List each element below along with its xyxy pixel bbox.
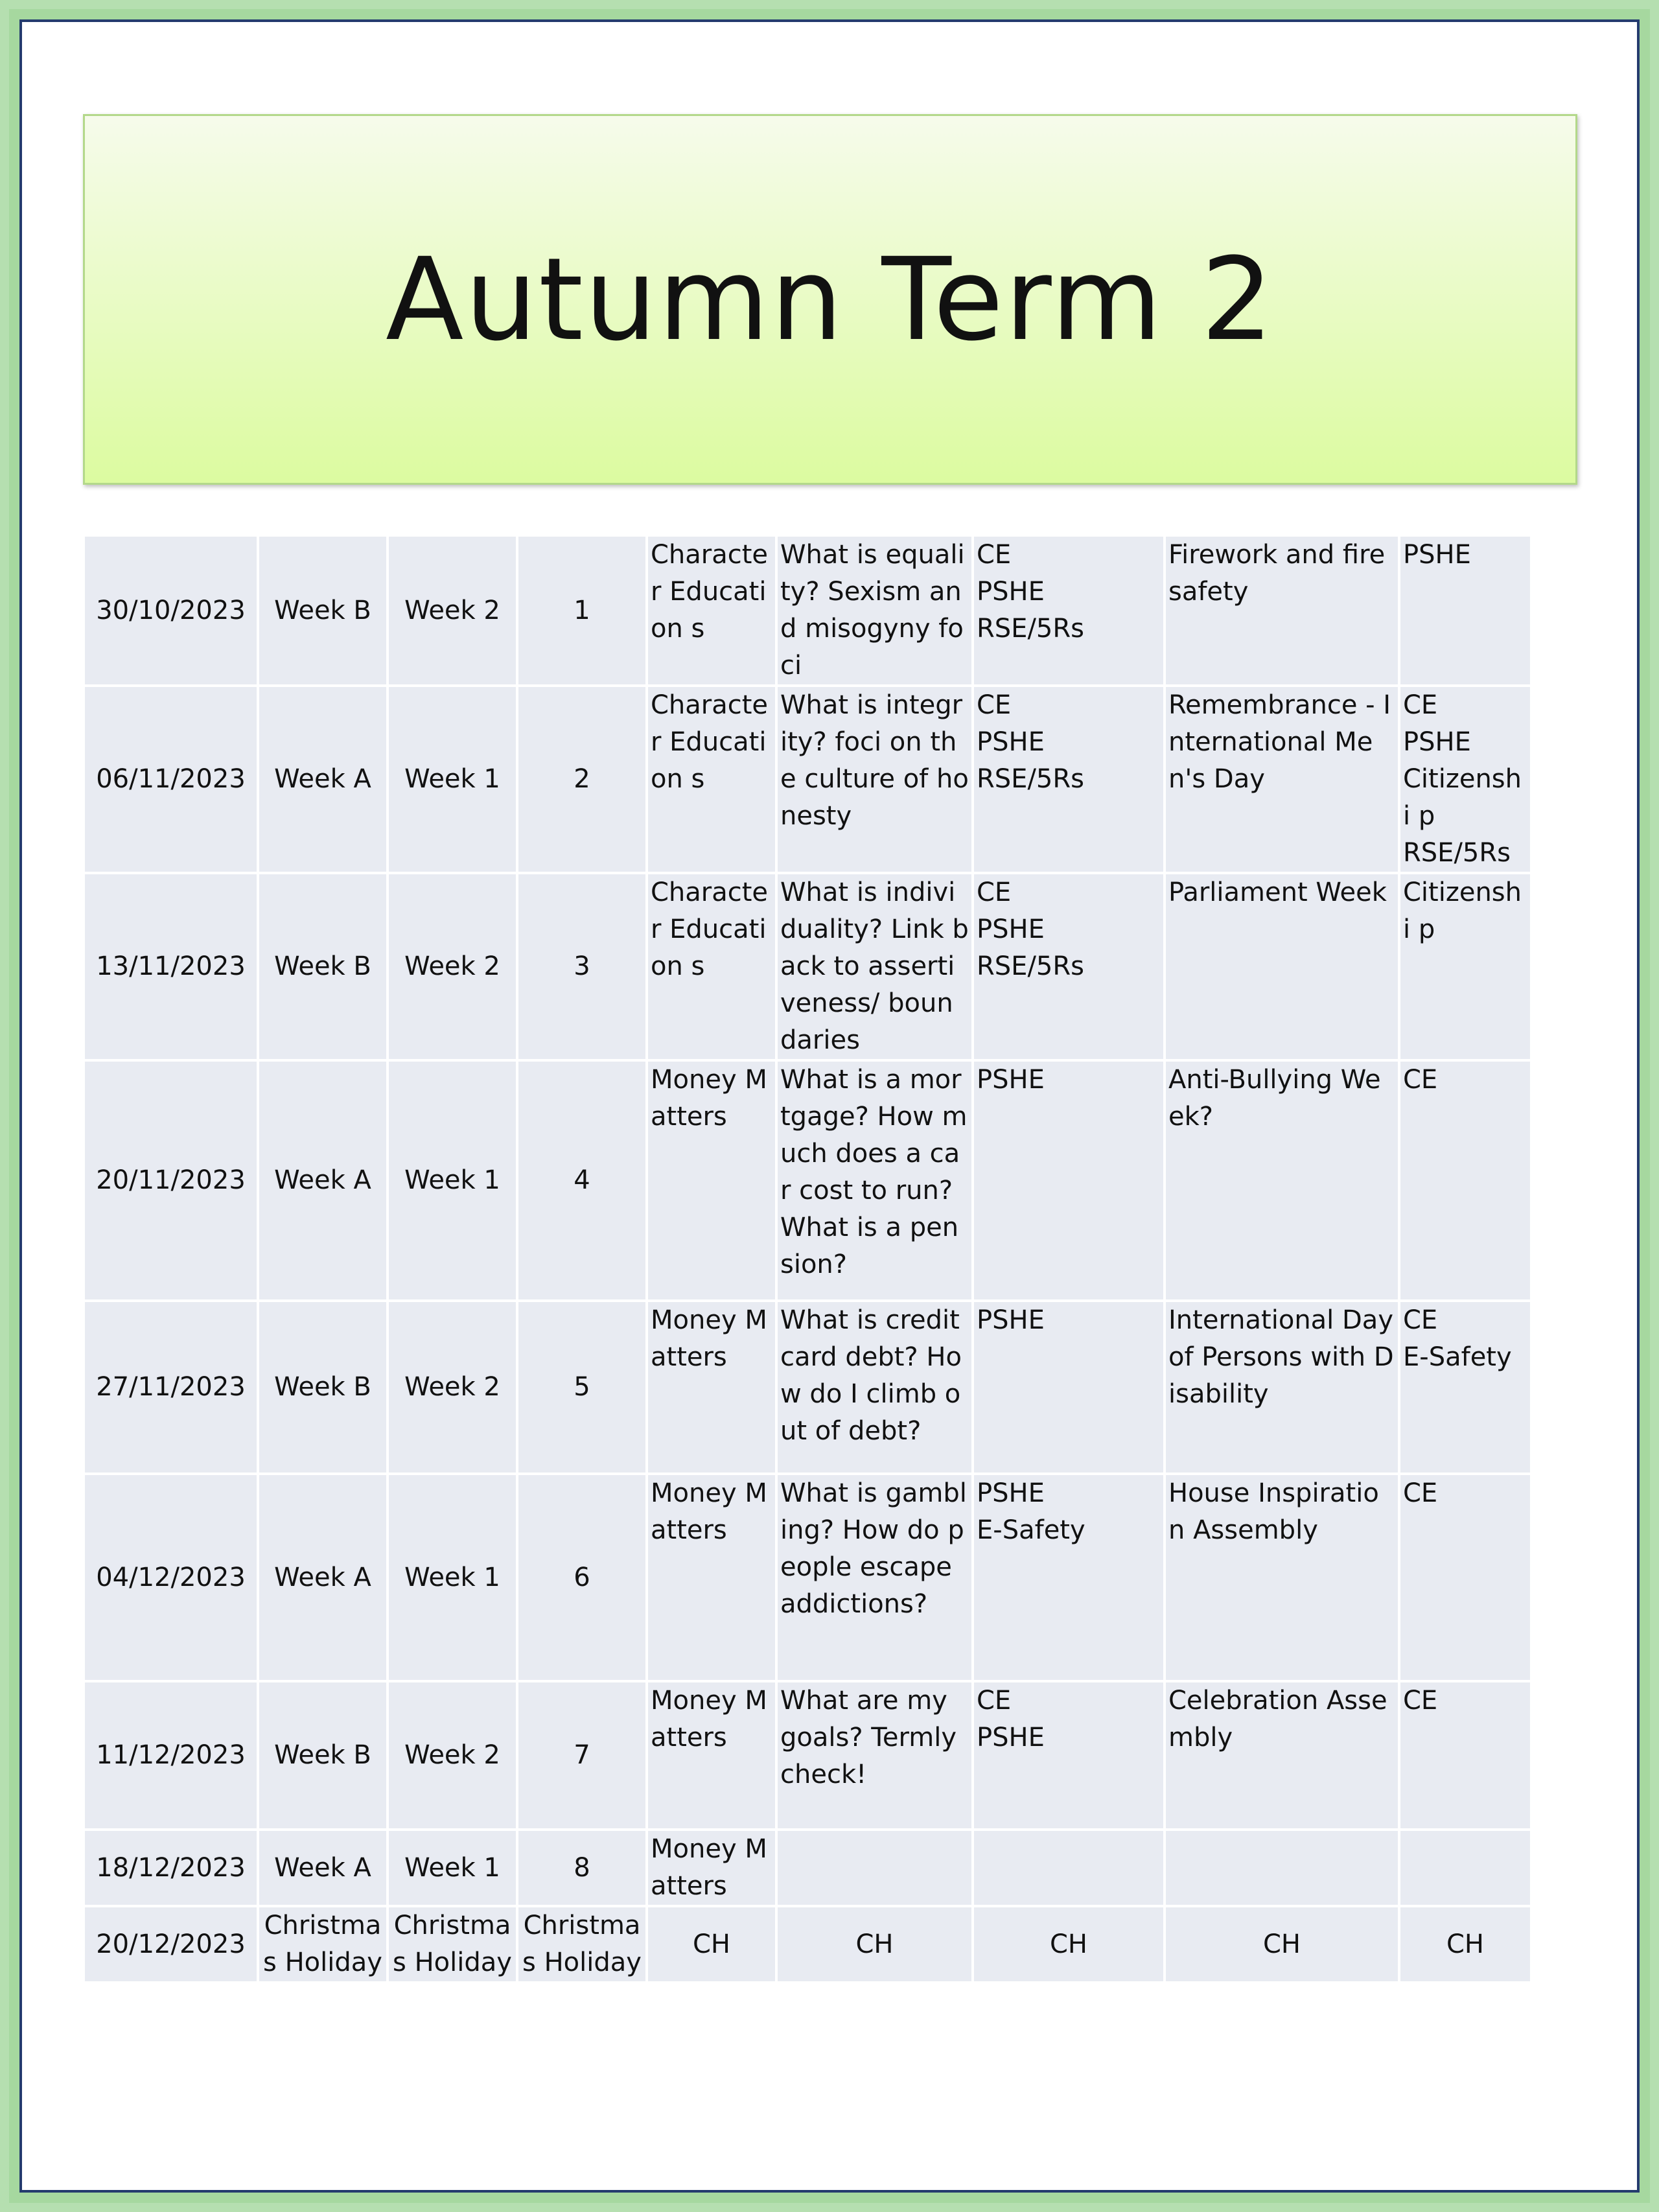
- question-cell: What is gambling? How do people escape addictions?: [776, 1474, 973, 1681]
- page-title: Autumn Term 2: [386, 233, 1275, 366]
- table-row: [84, 1474, 1531, 1681]
- week-ab-cell: Week A: [258, 1474, 388, 1681]
- question-cell: [776, 1830, 973, 1906]
- question-cell: CH: [776, 1906, 973, 1983]
- event-links-cell: CE: [1399, 1474, 1531, 1681]
- table-row: [84, 1906, 1531, 1983]
- unit-cell: Character Education s: [647, 535, 776, 686]
- lesson-number-cell: 6: [517, 1474, 647, 1681]
- event-cell: House Inspiration Assembly: [1165, 1474, 1399, 1681]
- week-number-cell: Week 2: [388, 1681, 517, 1830]
- week-ab-cell: Week B: [258, 1681, 388, 1830]
- curriculum-links-cell: PSHE: [973, 1301, 1165, 1474]
- week-number-cell: Week 1: [388, 1060, 517, 1301]
- lesson-number-cell: Christmas Holiday: [517, 1906, 647, 1983]
- unit-cell: Money Matters: [647, 1474, 776, 1681]
- table-row: [84, 1301, 1531, 1474]
- curriculum-links-cell: CE PSHE: [973, 1681, 1165, 1830]
- date-cell: 27/11/2023: [84, 1301, 258, 1474]
- unit-cell: Money Matters: [647, 1830, 776, 1906]
- event-cell: [1165, 1830, 1399, 1906]
- week-ab-cell: Week B: [258, 1301, 388, 1474]
- question-cell: What is integrity? foci on the culture of honesty: [776, 686, 973, 873]
- unit-cell: Money Matters: [647, 1060, 776, 1301]
- week-ab-cell: Week A: [258, 686, 388, 873]
- lesson-number-cell: 8: [517, 1830, 647, 1906]
- table-row: [84, 1681, 1531, 1830]
- week-ab-cell: Christmas Holiday: [258, 1906, 388, 1983]
- event-cell: Firework and fire safety: [1165, 535, 1399, 686]
- lesson-number-cell: 2: [517, 686, 647, 873]
- question-cell: What is equality? Sexism and misogyny foci: [776, 535, 973, 686]
- event-cell: CH: [1165, 1906, 1399, 1983]
- lesson-number-cell: 3: [517, 873, 647, 1060]
- event-links-cell: CE: [1399, 1681, 1531, 1830]
- unit-cell: Character Education s: [647, 873, 776, 1060]
- unit-cell: Money Matters: [647, 1301, 776, 1474]
- date-cell: 11/12/2023: [84, 1681, 258, 1830]
- event-links-cell: CE: [1399, 1060, 1531, 1301]
- date-cell: 20/11/2023: [84, 1060, 258, 1301]
- curriculum-links-cell: PSHE E-Safety: [973, 1474, 1165, 1681]
- event-cell: Celebration Assembly: [1165, 1681, 1399, 1830]
- question-cell: What is credit card debt? How do I climb out of debt?: [776, 1301, 973, 1474]
- date-cell: 06/11/2023: [84, 686, 258, 873]
- event-links-cell: [1399, 1830, 1531, 1906]
- event-cell: Remembrance - International Men's Day: [1165, 686, 1399, 873]
- unit-cell: Money Matters: [647, 1681, 776, 1830]
- week-number-cell: Week 1: [388, 1474, 517, 1681]
- week-ab-cell: Week B: [258, 535, 388, 686]
- date-cell: 13/11/2023: [84, 873, 258, 1060]
- week-number-cell: Week 1: [388, 686, 517, 873]
- unit-cell: Character Education s: [647, 686, 776, 873]
- week-ab-cell: Week A: [258, 1060, 388, 1301]
- lesson-number-cell: 1: [517, 535, 647, 686]
- table-row: [84, 1830, 1531, 1906]
- curriculum-links-cell: CE PSHE RSE/5Rs: [973, 873, 1165, 1060]
- unit-cell: CH: [647, 1906, 776, 1983]
- lesson-number-cell: 5: [517, 1301, 647, 1474]
- date-cell: 18/12/2023: [84, 1830, 258, 1906]
- table-row: [84, 1060, 1531, 1301]
- curriculum-links-cell: CE PSHE RSE/5Rs: [973, 686, 1165, 873]
- week-number-cell: Christmas Holiday: [388, 1906, 517, 1983]
- event-links-cell: CH: [1399, 1906, 1531, 1983]
- table-row: [84, 686, 1531, 873]
- question-cell: What are my goals? Termly check!: [776, 1681, 973, 1830]
- week-number-cell: Week 2: [388, 1301, 517, 1474]
- schedule-table: [82, 534, 1533, 1984]
- event-links-cell: Citizenshi p: [1399, 873, 1531, 1060]
- table-row: [84, 873, 1531, 1060]
- title-banner: [83, 114, 1577, 485]
- event-cell: Anti-Bullying Week?: [1165, 1060, 1399, 1301]
- lesson-number-cell: 7: [517, 1681, 647, 1830]
- event-links-cell: CE E-Safety: [1399, 1301, 1531, 1474]
- date-cell: 04/12/2023: [84, 1474, 258, 1681]
- week-number-cell: Week 2: [388, 535, 517, 686]
- curriculum-links-cell: PSHE: [973, 1060, 1165, 1301]
- question-cell: What is individuality? Link back to assertiveness/ boundaries: [776, 873, 973, 1060]
- event-cell: Parliament Week: [1165, 873, 1399, 1060]
- curriculum-links-cell: CH: [973, 1906, 1165, 1983]
- lesson-number-cell: 4: [517, 1060, 647, 1301]
- event-links-cell: CE PSHE Citizenshi p RSE/5Rs: [1399, 686, 1531, 873]
- week-number-cell: Week 2: [388, 873, 517, 1060]
- week-number-cell: Week 1: [388, 1830, 517, 1906]
- question-cell: What is a mortgage? How much does a car cost to run? What is a pension?: [776, 1060, 973, 1301]
- event-cell: International Day of Persons with Disability: [1165, 1301, 1399, 1474]
- curriculum-links-cell: [973, 1830, 1165, 1906]
- week-ab-cell: Week A: [258, 1830, 388, 1906]
- date-cell: 20/12/2023: [84, 1906, 258, 1983]
- week-ab-cell: Week B: [258, 873, 388, 1060]
- table-row: [84, 535, 1531, 686]
- date-cell: 30/10/2023: [84, 535, 258, 686]
- curriculum-links-cell: CE PSHE RSE/5Rs: [973, 535, 1165, 686]
- event-links-cell: PSHE: [1399, 535, 1531, 686]
